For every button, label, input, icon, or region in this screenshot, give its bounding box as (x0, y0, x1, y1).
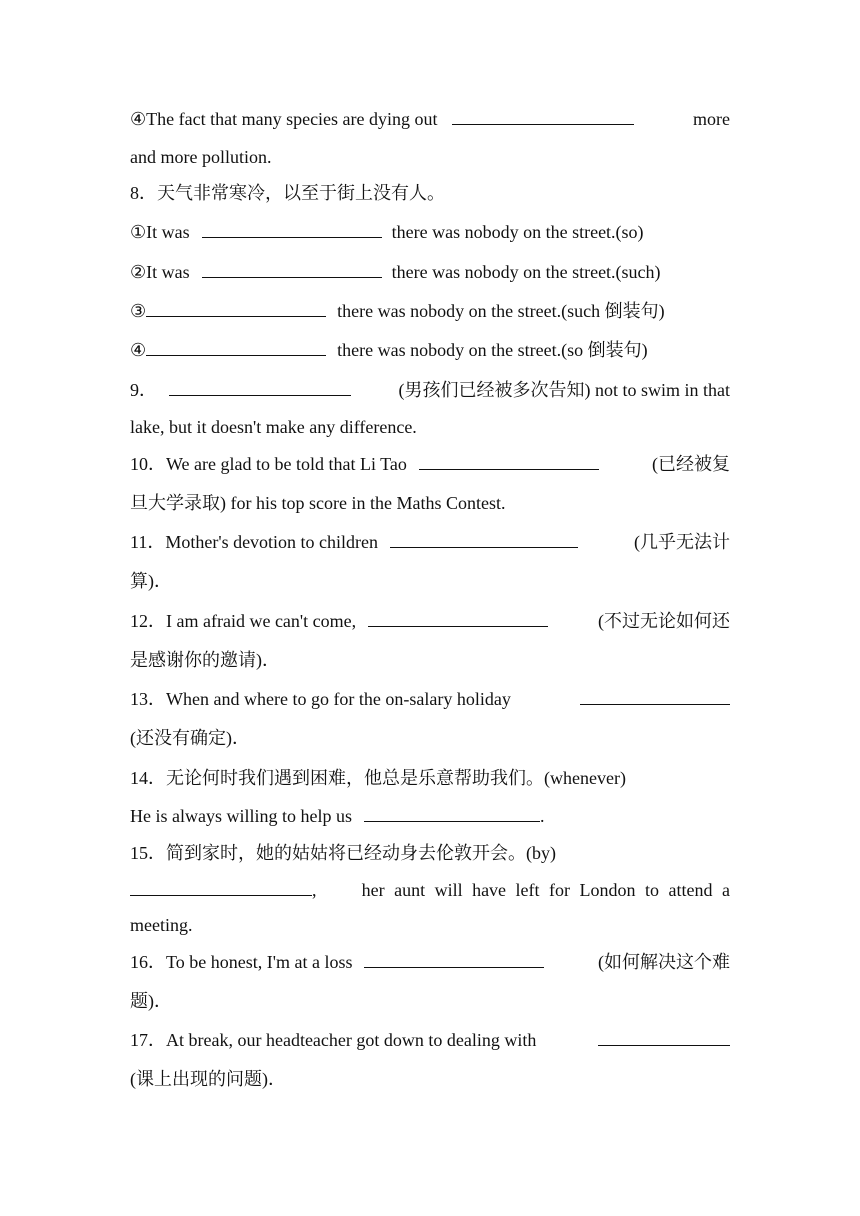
answer-blank[interactable] (580, 688, 730, 705)
item-8-title: 8．天气非常寒冷，以至于街上没有人。 (130, 183, 445, 203)
item-17-line1 (130, 1029, 730, 1051)
item-8-4 (130, 339, 648, 361)
item-10-hint: (已经被复 (652, 454, 730, 474)
item-10-text: 10．We are glad to be told that Li Tao (130, 454, 407, 474)
item-13-line1 (130, 688, 730, 710)
item-9-number: 9． (130, 380, 157, 400)
item-8-2-suffix: there was nobody on the street.(such) (391, 262, 661, 282)
item-8-3-suffix: there was nobody on the street.(such 倒装句) (337, 301, 665, 321)
item-12-hint: (不过无论如何还 (598, 611, 730, 631)
item-11-text: 11．Mother's devotion to children (130, 532, 379, 552)
item-8-1-prefix: ①It was (130, 222, 190, 242)
item-8-2 (130, 261, 661, 283)
item-16-text: 16．To be honest, I'm at a loss (130, 952, 353, 972)
item-14-text: He is always willing to help us (130, 806, 352, 826)
item-10-line2: 旦大学录取) for his top score in the Maths Contest. (130, 493, 506, 513)
item-7-4-text-end: more (693, 109, 730, 129)
item-15-line3: meeting. (130, 915, 193, 935)
item-12-text: 12．I am afraid we can't come, (130, 611, 357, 631)
answer-blank[interactable] (368, 610, 548, 627)
answer-blank[interactable] (390, 531, 578, 548)
item-17-text: 17．At break, our headteacher got down to dealing with (130, 1030, 537, 1050)
answer-blank[interactable] (130, 879, 312, 896)
item-9-line2: lake, but it doesn't make any difference. (130, 417, 417, 437)
item-9-hint: (男孩们已经被多次告知) not to swim in that (398, 380, 730, 400)
item-13-text: 13．When and where to go for the on-salary holiday (130, 689, 511, 709)
answer-blank[interactable] (364, 951, 544, 968)
item-11-hint: (几乎无法计 (634, 532, 730, 552)
answer-blank[interactable] (452, 108, 634, 125)
item-16-line1 (130, 951, 730, 973)
item-10-line1 (130, 453, 730, 475)
item-15-title: 15．简到家时，她的姑姑将已经动身去伦敦开会。(by) (130, 843, 556, 863)
item-7-4-text: ④The fact that many species are dying out (130, 109, 438, 129)
item-7-4-line1 (130, 108, 730, 130)
answer-blank[interactable] (202, 221, 382, 238)
item-14-title: 14．无论何时我们遇到困难，他总是乐意帮助我们。(whenever) (130, 768, 626, 788)
answer-blank[interactable] (146, 339, 326, 356)
item-8-3 (130, 300, 665, 322)
item-17-line2: (课上出现的问题)． (130, 1069, 286, 1089)
answer-blank[interactable] (202, 261, 382, 278)
item-8-1 (130, 221, 644, 243)
item-16-hint: (如何解决这个难 (598, 952, 730, 972)
item-14-line2 (130, 805, 544, 827)
answer-blank[interactable] (169, 379, 351, 396)
item-12-line2: 是感谢你的邀请)． (130, 650, 280, 670)
item-15-comma: , (312, 880, 317, 900)
answer-blank[interactable] (364, 805, 540, 822)
item-15-line2 (130, 879, 730, 901)
item-8-4-suffix: there was nobody on the street.(so 倒装句) (337, 340, 648, 360)
answer-blank[interactable] (419, 453, 599, 470)
answer-blank[interactable] (598, 1029, 730, 1046)
item-8-3-prefix: ③ (130, 301, 147, 321)
item-8-1-suffix: there was nobody on the street.(so) (391, 222, 644, 242)
item-9-line1 (130, 379, 730, 401)
item-12-line1 (130, 610, 730, 632)
item-16-line2: 题)． (130, 991, 172, 1011)
item-11-line1 (130, 531, 730, 553)
item-8-4-prefix: ④ (130, 340, 147, 360)
item-14-period: . (539, 806, 545, 826)
item-11-line2: 算)． (130, 571, 172, 591)
item-15-text: her aunt will have left for London to attend a (361, 880, 730, 900)
item-8-2-prefix: ②It was (130, 262, 190, 282)
answer-blank[interactable] (146, 300, 326, 317)
item-7-4-line2: and more pollution. (130, 147, 272, 167)
item-13-line2: (还没有确定)． (130, 728, 250, 748)
